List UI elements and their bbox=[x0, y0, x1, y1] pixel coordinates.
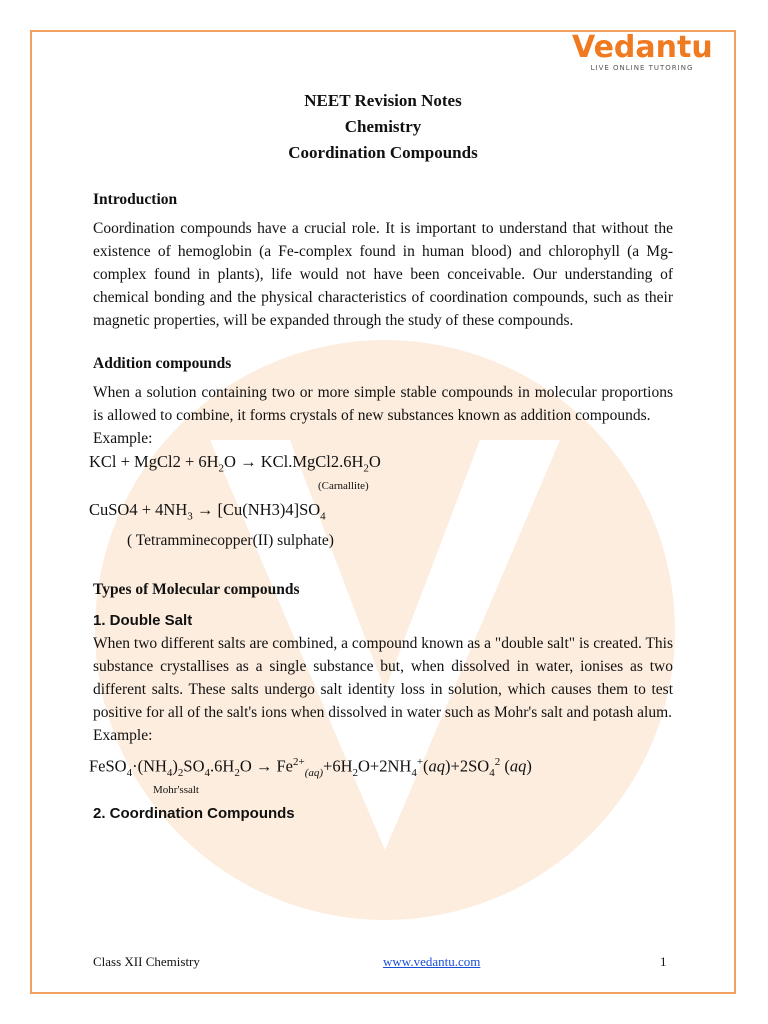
double-salt-heading: 1. Double Salt bbox=[93, 611, 193, 629]
double-salt-paragraph: When two different salts are combined, a compound known as a "double salt" is created. This substance crystallises as a single substance but, when dissolved in water, ionises as two different salts. These salts undergo salt identity loss in solution, which causes them to test positive for all of the salt's ions when dissolved in water such as Mohr's salt and potash alum. bbox=[93, 634, 673, 721]
title-line-3: Coordination Compounds bbox=[288, 143, 478, 162]
equation-mohr-salt: $FeSO_4\cdot(NH_4)_2SO_4.6H_2O \to Fe^{2+}_{(aq)}+6H_2O+2NH_4^+(aq)+2SO_4^2$ (aq) bbox=[89, 755, 532, 779]
tetrammine-caption: ( Tetramminecopper(II) sulphate) bbox=[127, 531, 334, 549]
footer-website-link[interactable]: www.vedantu.com bbox=[383, 954, 481, 969]
addition-example-label: Example: bbox=[93, 430, 153, 447]
page-number: 1 bbox=[660, 954, 667, 969]
types-heading: Types of Molecular compounds bbox=[93, 580, 300, 598]
footer-left: Class XII Chemistry bbox=[93, 954, 200, 969]
addition-heading: Addition compounds bbox=[93, 355, 232, 372]
vedantu-logo bbox=[572, 28, 712, 80]
title-block bbox=[93, 88, 673, 166]
addition-paragraph: When a solution containing two or more simple stable compounds in molecular proportions is allowed to combine, it forms crystals of new substances known as addition compounds. bbox=[93, 384, 673, 424]
equation-carnallite: KCl + MgCl2 + $6H_2O$ → $KCl.MgCl2.6H_2O$ bbox=[89, 452, 381, 475]
intro-heading: Introduction bbox=[93, 191, 178, 208]
double-salt-example-label: Example: bbox=[93, 726, 153, 744]
coordination-heading: 2. Coordination Compounds bbox=[93, 805, 295, 823]
logo-wordmark: Vedantu bbox=[572, 30, 713, 65]
title-line-1: NEET Revision Notes bbox=[304, 91, 462, 110]
intro-paragraph: Coordination compounds have a crucial role. It is important to understand that without the existence of hemoglobin (a Fe-complex found in human blood) and chlorophyll (a Mg-complex found in plants), life would not have been conceivable. Our understanding of chemical bonding and the physical characteristics of coordination compounds, such as their magnetic properties, will be expanded through the study of these compounds. bbox=[93, 220, 673, 329]
title-line-2: Chemistry bbox=[344, 117, 422, 136]
equation-tetrammine: CuSO4 + $4NH_3 \to [Cu(NH3)4]SO_4$ bbox=[89, 500, 326, 523]
mohr-salt-caption: Mohr'ssalt bbox=[153, 784, 199, 797]
page-content bbox=[89, 88, 673, 825]
logo-tagline: LIVE ONLINE TUTORING bbox=[590, 64, 694, 72]
carnallite-caption: (Carnallite) bbox=[318, 480, 369, 493]
